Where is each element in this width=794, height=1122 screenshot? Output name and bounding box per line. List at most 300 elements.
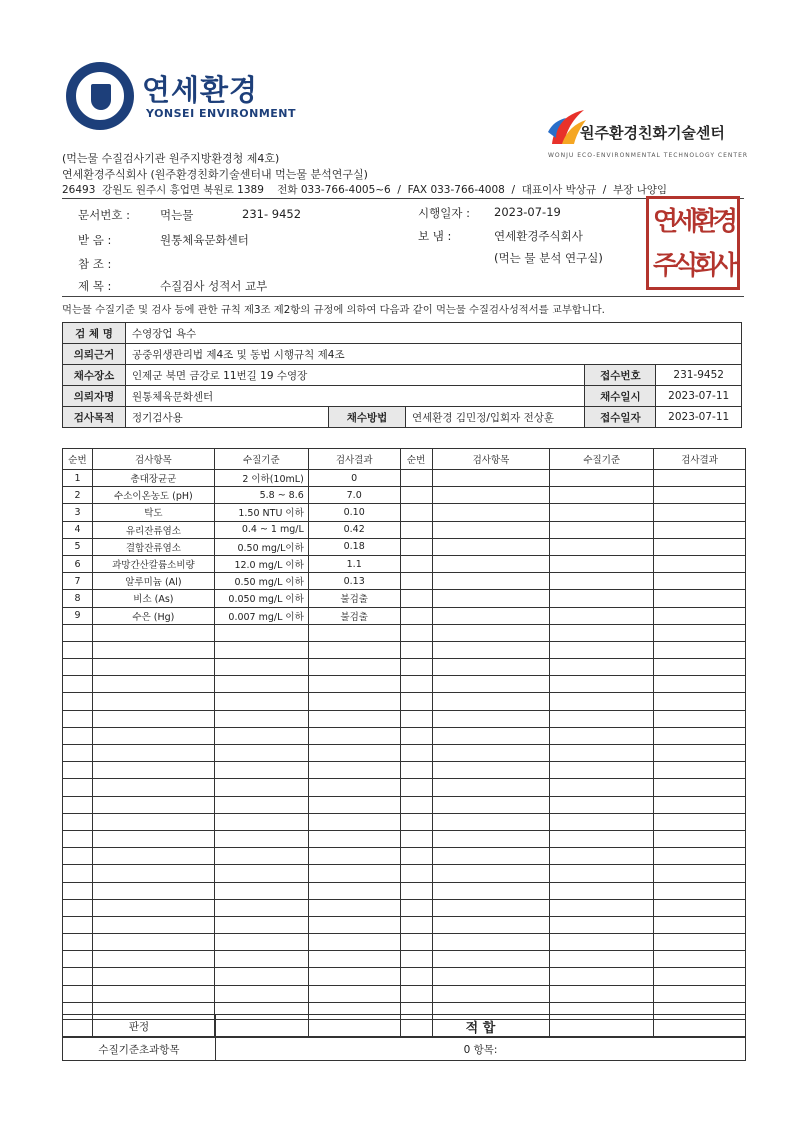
empty-cell [432, 521, 550, 538]
empty-cell [214, 985, 308, 1002]
empty-cell [400, 934, 432, 951]
table-row [63, 504, 746, 521]
result-cell-result: 0.18 [308, 538, 400, 555]
empty-cell [432, 916, 550, 933]
issue-date-label: 시행일자 : [418, 206, 470, 220]
empty-cell [400, 848, 432, 865]
table-row [63, 693, 746, 710]
result-cell-no: 5 [63, 538, 93, 555]
empty-cell [400, 796, 432, 813]
empty-cell [550, 796, 654, 813]
empty-cell [214, 813, 308, 830]
center-name-english: WONJU ECO-ENVIRONMENTAL TECHNOLOGY CENTER [548, 152, 749, 159]
result-cell-no: 4 [63, 521, 93, 538]
empty-cell [63, 985, 93, 1002]
empty-cell [654, 848, 746, 865]
table-row [63, 762, 746, 779]
empty-cell [214, 951, 308, 968]
table-row [63, 521, 746, 538]
empty-cell [550, 470, 654, 487]
sender: 연세환경주식회사 [494, 229, 583, 243]
table-row [63, 848, 746, 865]
empty-cell [432, 762, 550, 779]
empty-cell [214, 745, 308, 762]
exceed-value: 0 항목: [216, 1038, 746, 1061]
empty-cell [432, 985, 550, 1002]
separator: / [602, 184, 607, 196]
table-row [63, 830, 746, 847]
result-cell-item: 유리잔류염소 [92, 521, 214, 538]
empty-cell [550, 659, 654, 676]
table-row [63, 951, 746, 968]
empty-cell [63, 676, 93, 693]
empty-cell [400, 830, 432, 847]
empty-cell [63, 710, 93, 727]
empty-cell [63, 693, 93, 710]
empty-cell [214, 865, 308, 882]
empty-cell [654, 968, 746, 985]
table-row [63, 641, 746, 658]
empty-cell [63, 899, 93, 916]
empty-cell [654, 882, 746, 899]
brand-name-english: YONSEI ENVIRONMENT [146, 107, 297, 120]
empty-cell [308, 762, 400, 779]
empty-cell [308, 985, 400, 1002]
empty-cell [550, 676, 654, 693]
empty-cell [63, 641, 93, 658]
empty-cell [432, 934, 550, 951]
result-cell-item: 알루미늄 (Al) [92, 573, 214, 590]
empty-cell [432, 607, 550, 624]
empty-cell [432, 865, 550, 882]
requester-value: 원통체육문화센터 [126, 386, 585, 407]
receipt-date-value: 2023-07-11 [656, 407, 742, 428]
empty-cell [63, 624, 93, 641]
empty-cell [214, 693, 308, 710]
empty-cell [432, 676, 550, 693]
table-row [63, 659, 746, 676]
empty-cell [308, 882, 400, 899]
empty-cell [654, 624, 746, 641]
empty-cell [550, 555, 654, 572]
empty-cell [550, 693, 654, 710]
result-cell-item: 총대장균군 [92, 470, 214, 487]
empty-cell [308, 745, 400, 762]
recipient-label: 받 음 : [78, 233, 112, 247]
empty-cell [550, 865, 654, 882]
empty-cell [432, 573, 550, 590]
empty-cell [63, 934, 93, 951]
empty-cell [308, 830, 400, 847]
empty-cell [214, 779, 308, 796]
result-cell-std: 5.8 ~ 8.6 [214, 487, 308, 504]
empty-cell [92, 745, 214, 762]
seal-char: 환 [693, 207, 719, 237]
sample-value: 수영장업 욕수 [126, 323, 742, 344]
subject-label: 제 목 : [78, 279, 112, 293]
empty-cell [308, 727, 400, 744]
empty-cell [550, 590, 654, 607]
address-line [62, 182, 667, 197]
empty-cell [654, 521, 746, 538]
empty-cell [308, 676, 400, 693]
agency-registration: (먹는물 수질검사기관 원주지방환경청 제4호) [62, 152, 280, 165]
agency-name: 연세환경주식회사 (원주환경친화기술센터내 먹는물 분석연구실) [62, 168, 368, 181]
empty-cell [214, 641, 308, 658]
result-cell-std: 2 이하(10mL) [214, 470, 308, 487]
empty-cell [308, 934, 400, 951]
empty-cell [63, 779, 93, 796]
table-row [63, 470, 746, 487]
col-header-standard: 수질기준 [214, 449, 308, 470]
empty-cell [654, 779, 746, 796]
empty-cell [308, 916, 400, 933]
reference-label: 참 조 : [78, 257, 112, 271]
empty-cell [400, 985, 432, 1002]
address: 강원도 원주시 흥업면 북원로 1389 [102, 184, 264, 196]
col-header-result: 검사결과 [308, 449, 400, 470]
empty-cell [400, 779, 432, 796]
subject: 수질검사 성적서 교부 [160, 279, 268, 293]
empty-cell [550, 779, 654, 796]
empty-cell [92, 899, 214, 916]
empty-cell [432, 796, 550, 813]
col-header-no: 순번 [400, 449, 432, 470]
empty-cell [92, 624, 214, 641]
result-cell-result: 1.1 [308, 555, 400, 572]
table-row [63, 745, 746, 762]
empty-cell [400, 882, 432, 899]
empty-cell [654, 813, 746, 830]
empty-cell [432, 693, 550, 710]
empty-cell [432, 504, 550, 521]
table-row [63, 796, 746, 813]
doc-number-label: 문서번호 : [78, 208, 130, 222]
empty-cell [400, 710, 432, 727]
empty-cell [550, 985, 654, 1002]
result-cell-std: 12.0 mg/L 이하 [214, 555, 308, 572]
empty-cell [654, 538, 746, 555]
empty-cell [308, 951, 400, 968]
empty-cell [92, 985, 214, 1002]
empty-cell [432, 470, 550, 487]
empty-cell [400, 951, 432, 968]
empty-cell [92, 882, 214, 899]
empty-cell [308, 796, 400, 813]
sample-info-table [62, 322, 742, 428]
empty-cell [400, 693, 432, 710]
center-name: 원주환경친화기술센터 [580, 124, 725, 142]
empty-cell [63, 916, 93, 933]
result-cell-result: 불검출 [308, 590, 400, 607]
judgement-label: 판정 [63, 1015, 216, 1038]
empty-cell [92, 641, 214, 658]
sampling-date-label: 채수일시 [585, 386, 656, 407]
table-row [63, 727, 746, 744]
judgement-table [62, 1014, 746, 1061]
empty-cell [214, 659, 308, 676]
empty-cell [63, 745, 93, 762]
empty-cell [63, 796, 93, 813]
seal-char: 세 [673, 207, 699, 237]
empty-cell [654, 470, 746, 487]
result-cell-std: 0.4 ~ 1 mg/L [214, 521, 308, 538]
result-cell-std: 1.50 NTU 이하 [214, 504, 308, 521]
result-cell-item: 탁도 [92, 504, 214, 521]
empty-cell [400, 865, 432, 882]
yonsei-university-seal [66, 62, 134, 130]
empty-cell [550, 916, 654, 933]
empty-cell [654, 555, 746, 572]
empty-cell [63, 951, 93, 968]
empty-cell [654, 693, 746, 710]
empty-cell [654, 659, 746, 676]
receipt-no-label: 접수번호 [585, 365, 656, 386]
empty-cell [654, 899, 746, 916]
table-row [63, 882, 746, 899]
result-cell-no: 8 [63, 590, 93, 607]
empty-cell [92, 727, 214, 744]
empty-cell [550, 745, 654, 762]
empty-cell [308, 624, 400, 641]
empty-cell [308, 779, 400, 796]
empty-cell [214, 899, 308, 916]
table-row [63, 934, 746, 951]
divider [62, 198, 744, 199]
empty-cell [92, 710, 214, 727]
result-cell-std: 0.50 mg/L이하 [214, 538, 308, 555]
brand-name-korean: 연세환경 [142, 73, 259, 107]
doc-number: 231- 9452 [242, 207, 302, 221]
empty-cell [400, 762, 432, 779]
table-row [63, 624, 746, 641]
empty-cell [400, 641, 432, 658]
result-cell-item: 수소이온농도 (pH) [92, 487, 214, 504]
empty-cell [400, 607, 432, 624]
empty-cell [63, 865, 93, 882]
table-row [63, 985, 746, 1002]
place-label: 채수장소 [63, 365, 126, 386]
empty-cell [654, 504, 746, 521]
empty-cell [550, 624, 654, 641]
empty-cell [400, 487, 432, 504]
empty-cell [400, 676, 432, 693]
empty-cell [308, 641, 400, 658]
seal-char: 회 [693, 251, 719, 281]
table-row [63, 590, 746, 607]
sender-label: 보 냄 : [418, 229, 452, 243]
result-cell-no: 9 [63, 607, 93, 624]
empty-cell [550, 899, 654, 916]
seal-char: 경 [713, 207, 739, 237]
empty-cell [432, 813, 550, 830]
basis-label: 의뢰근거 [63, 344, 126, 365]
result-cell-item: 수은 (Hg) [92, 607, 214, 624]
place-value: 인제군 북면 금강로 11번길 19 수영장 [126, 365, 585, 386]
empty-cell [432, 624, 550, 641]
empty-cell [550, 710, 654, 727]
result-cell-result: 0.13 [308, 573, 400, 590]
method-label: 채수방법 [329, 407, 406, 428]
recipient: 원통체육문화센터 [160, 233, 249, 247]
separator: / [397, 184, 401, 196]
phone: 전화 033-766-4005~6 [277, 184, 391, 196]
empty-cell [550, 727, 654, 744]
result-cell-item: 결합잔류염소 [92, 538, 214, 555]
empty-cell [432, 779, 550, 796]
empty-cell [550, 487, 654, 504]
empty-cell [654, 641, 746, 658]
table-row [63, 710, 746, 727]
empty-cell [550, 538, 654, 555]
empty-cell [63, 848, 93, 865]
empty-cell [550, 607, 654, 624]
empty-cell [92, 796, 214, 813]
sender-sub: (먹는 물 분석 연구실) [494, 251, 603, 265]
table-row [63, 865, 746, 882]
empty-cell [550, 848, 654, 865]
result-cell-result: 불검출 [308, 607, 400, 624]
empty-cell [400, 916, 432, 933]
col-header-item: 검사항목 [92, 449, 214, 470]
empty-cell [400, 538, 432, 555]
empty-cell [400, 504, 432, 521]
empty-cell [214, 796, 308, 813]
empty-cell [214, 882, 308, 899]
test-results-table [62, 448, 746, 1037]
empty-cell [92, 830, 214, 847]
empty-cell [550, 830, 654, 847]
empty-cell [432, 538, 550, 555]
result-cell-result: 0.42 [308, 521, 400, 538]
empty-cell [92, 693, 214, 710]
empty-cell [214, 710, 308, 727]
empty-cell [63, 968, 93, 985]
empty-cell [400, 624, 432, 641]
result-cell-no: 1 [63, 470, 93, 487]
result-cell-no: 6 [63, 555, 93, 572]
empty-cell [550, 762, 654, 779]
postcode: 26493 [62, 184, 96, 196]
seal-char: 연 [653, 207, 679, 237]
method-value: 연세환경 김민정/입회자 전상훈 [406, 407, 585, 428]
judgement-value: 적 합 [216, 1015, 746, 1038]
empty-cell [432, 968, 550, 985]
result-cell-no: 7 [63, 573, 93, 590]
empty-cell [550, 882, 654, 899]
empty-cell [432, 555, 550, 572]
empty-cell [654, 762, 746, 779]
empty-cell [214, 916, 308, 933]
table-row [63, 538, 746, 555]
empty-cell [432, 848, 550, 865]
empty-cell [63, 830, 93, 847]
exceed-label: 수질기준초과항목 [63, 1038, 216, 1061]
sampling-date-value: 2023-07-11 [656, 386, 742, 407]
table-row [63, 968, 746, 985]
empty-cell [63, 813, 93, 830]
empty-cell [550, 641, 654, 658]
empty-cell [400, 521, 432, 538]
empty-cell [92, 934, 214, 951]
result-cell-std: 0.050 mg/L 이하 [214, 590, 308, 607]
basis-value: 공중위생관리법 제4조 및 동법 시행규칙 제4조 [126, 344, 742, 365]
empty-cell [63, 727, 93, 744]
result-cell-no: 2 [63, 487, 93, 504]
empty-cell [550, 968, 654, 985]
col-header-standard: 수질기준 [550, 449, 654, 470]
empty-cell [308, 899, 400, 916]
empty-cell [550, 813, 654, 830]
empty-cell [654, 710, 746, 727]
empty-cell [654, 934, 746, 951]
empty-cell [432, 727, 550, 744]
empty-cell [550, 504, 654, 521]
table-row [63, 899, 746, 916]
doc-number-prefix: 먹는물 [160, 208, 194, 222]
receipt-no-value: 231-9452 [656, 365, 742, 386]
sample-label: 검 체 명 [63, 323, 126, 344]
empty-cell [214, 727, 308, 744]
empty-cell [654, 951, 746, 968]
empty-cell [92, 676, 214, 693]
table-row [63, 573, 746, 590]
empty-cell [92, 762, 214, 779]
empty-cell [654, 865, 746, 882]
table-row [63, 813, 746, 830]
table-row [63, 676, 746, 693]
table-row [63, 555, 746, 572]
empty-cell [308, 813, 400, 830]
empty-cell [432, 882, 550, 899]
result-cell-item: 비소 (As) [92, 590, 214, 607]
result-cell-item: 과망간산칼륨소비량 [92, 555, 214, 572]
empty-cell [308, 659, 400, 676]
result-cell-result: 0 [308, 470, 400, 487]
empty-cell [654, 676, 746, 693]
empty-cell [550, 934, 654, 951]
empty-cell [400, 590, 432, 607]
empty-cell [92, 865, 214, 882]
empty-cell [308, 848, 400, 865]
empty-cell [432, 487, 550, 504]
empty-cell [308, 865, 400, 882]
manager: 부장 나양임 [613, 184, 668, 196]
empty-cell [63, 882, 93, 899]
empty-cell [214, 762, 308, 779]
empty-cell [214, 968, 308, 985]
fax: FAX 033-766-4008 [407, 184, 505, 196]
empty-cell [400, 813, 432, 830]
empty-cell [654, 487, 746, 504]
result-cell-no: 3 [63, 504, 93, 521]
purpose-value: 정기검사용 [126, 407, 329, 428]
empty-cell [214, 830, 308, 847]
empty-cell [432, 951, 550, 968]
result-cell-result: 0.10 [308, 504, 400, 521]
table-row [63, 487, 746, 504]
seal-char: 주 [653, 251, 679, 281]
empty-cell [214, 676, 308, 693]
ceo: 대표이사 박상규 [521, 184, 597, 196]
empty-cell [92, 848, 214, 865]
empty-cell [550, 573, 654, 590]
result-cell-std: 0.50 mg/L 이하 [214, 573, 308, 590]
divider [62, 296, 744, 297]
seal-char: 사 [713, 251, 739, 281]
empty-cell [63, 659, 93, 676]
empty-cell [214, 624, 308, 641]
